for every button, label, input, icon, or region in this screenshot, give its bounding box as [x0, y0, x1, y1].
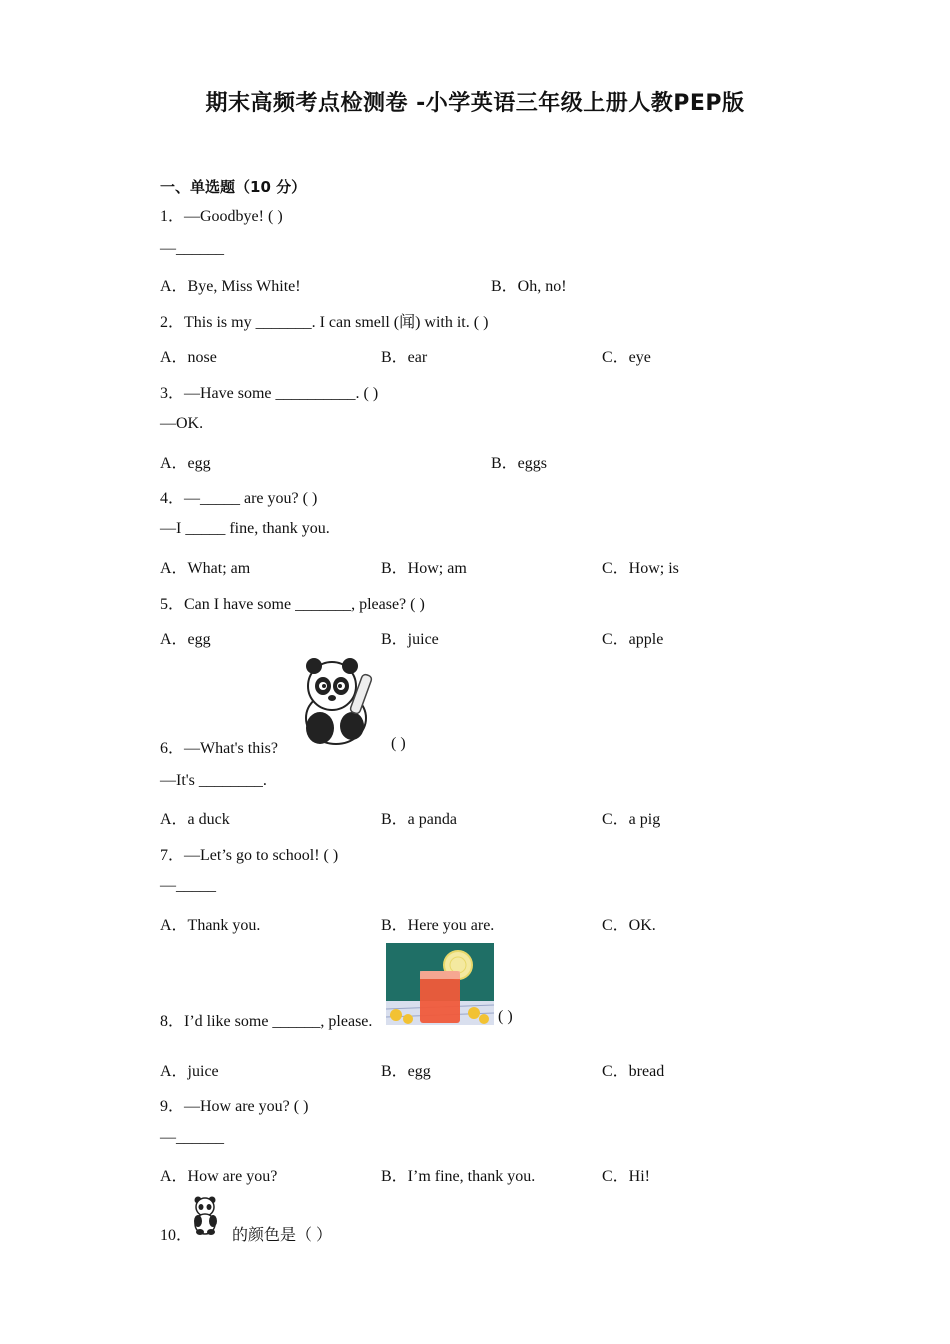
question-1-option-a[interactable]: A．Bye, Miss White! [160, 278, 301, 295]
question-1-option-b[interactable]: B．Oh, no! [491, 278, 567, 295]
question-5-option-a[interactable]: A．egg [160, 631, 211, 648]
question-6-bracket: ( ) [391, 735, 406, 752]
section-heading: 一、单选题（10 分） [160, 178, 307, 196]
question-2-option-c[interactable]: C．eye [602, 349, 651, 366]
question-8-option-a[interactable]: A．juice [160, 1063, 219, 1080]
question-4-option-c[interactable]: C．How; is [602, 560, 679, 577]
question-7-prompt: 7．—Let’s go to school! ( ) [160, 847, 339, 864]
question-8-bracket: ( ) [498, 1008, 513, 1025]
question-1-answer-line: —______ [160, 240, 224, 257]
question-6-option-c[interactable]: C．a pig [602, 811, 661, 828]
question-6-reply: —It's ________. [160, 772, 267, 789]
question-9-option-a[interactable]: A．How are you? [160, 1168, 278, 1185]
question-5-option-b[interactable]: B．juice [381, 631, 439, 648]
question-6-prompt: 6．—What's this? [160, 740, 278, 757]
panda-icon [290, 656, 382, 748]
juice-glass-icon [386, 943, 494, 1025]
question-5-option-c[interactable]: C．apple [602, 631, 664, 648]
question-8-option-b[interactable]: B．egg [381, 1063, 431, 1080]
question-1-prompt: 1．—Goodbye! ( ) [160, 208, 283, 225]
question-3-reply: —OK. [160, 415, 204, 432]
panda-icon [190, 1196, 224, 1236]
page-title: 期末高频考点检测卷 -小学英语三年级上册人教PEP版 [205, 91, 745, 116]
question-5-prompt: 5．Can I have some _______, please? ( ) [160, 596, 425, 613]
question-4-option-a[interactable]: A．What; am [160, 560, 251, 577]
question-4-option-b[interactable]: B．How; am [381, 560, 467, 577]
question-9-option-c[interactable]: C．Hi! [602, 1168, 651, 1185]
question-3-option-b[interactable]: B．eggs [491, 455, 548, 472]
question-10-number: 10． [160, 1227, 193, 1244]
question-7-answer-line: —_____ [160, 877, 216, 894]
question-4-prompt: 4．—_____ are you? ( ) [160, 490, 318, 507]
question-2-prompt: 2．This is my _______. I can smell (闻) with it. ( ) [160, 314, 489, 331]
question-9-answer-line: —______ [160, 1129, 224, 1146]
question-7-option-a[interactable]: A．Thank you. [160, 917, 261, 934]
question-6-option-a[interactable]: A．a duck [160, 811, 230, 828]
question-6-option-b[interactable]: B．a panda [381, 811, 457, 828]
question-3-prompt: 3．—Have some __________. ( ) [160, 385, 379, 402]
question-8-option-c[interactable]: C．bread [602, 1063, 665, 1080]
question-2-option-a[interactable]: A．nose [160, 349, 217, 366]
question-4-reply: —I _____ fine, thank you. [160, 520, 330, 537]
question-8-prompt: 8．I’d like some ______, please. [160, 1013, 373, 1030]
question-7-option-b[interactable]: B．Here you are. [381, 917, 495, 934]
question-9-prompt: 9．—How are you? ( ) [160, 1098, 309, 1115]
question-7-option-c[interactable]: C．OK. [602, 917, 656, 934]
question-9-option-b[interactable]: B．I’m fine, thank you. [381, 1168, 536, 1185]
question-3-option-a[interactable]: A．egg [160, 455, 211, 472]
question-2-option-b[interactable]: B．ear [381, 349, 428, 366]
question-10-prompt: 的颜色是（ ） [232, 1227, 333, 1244]
